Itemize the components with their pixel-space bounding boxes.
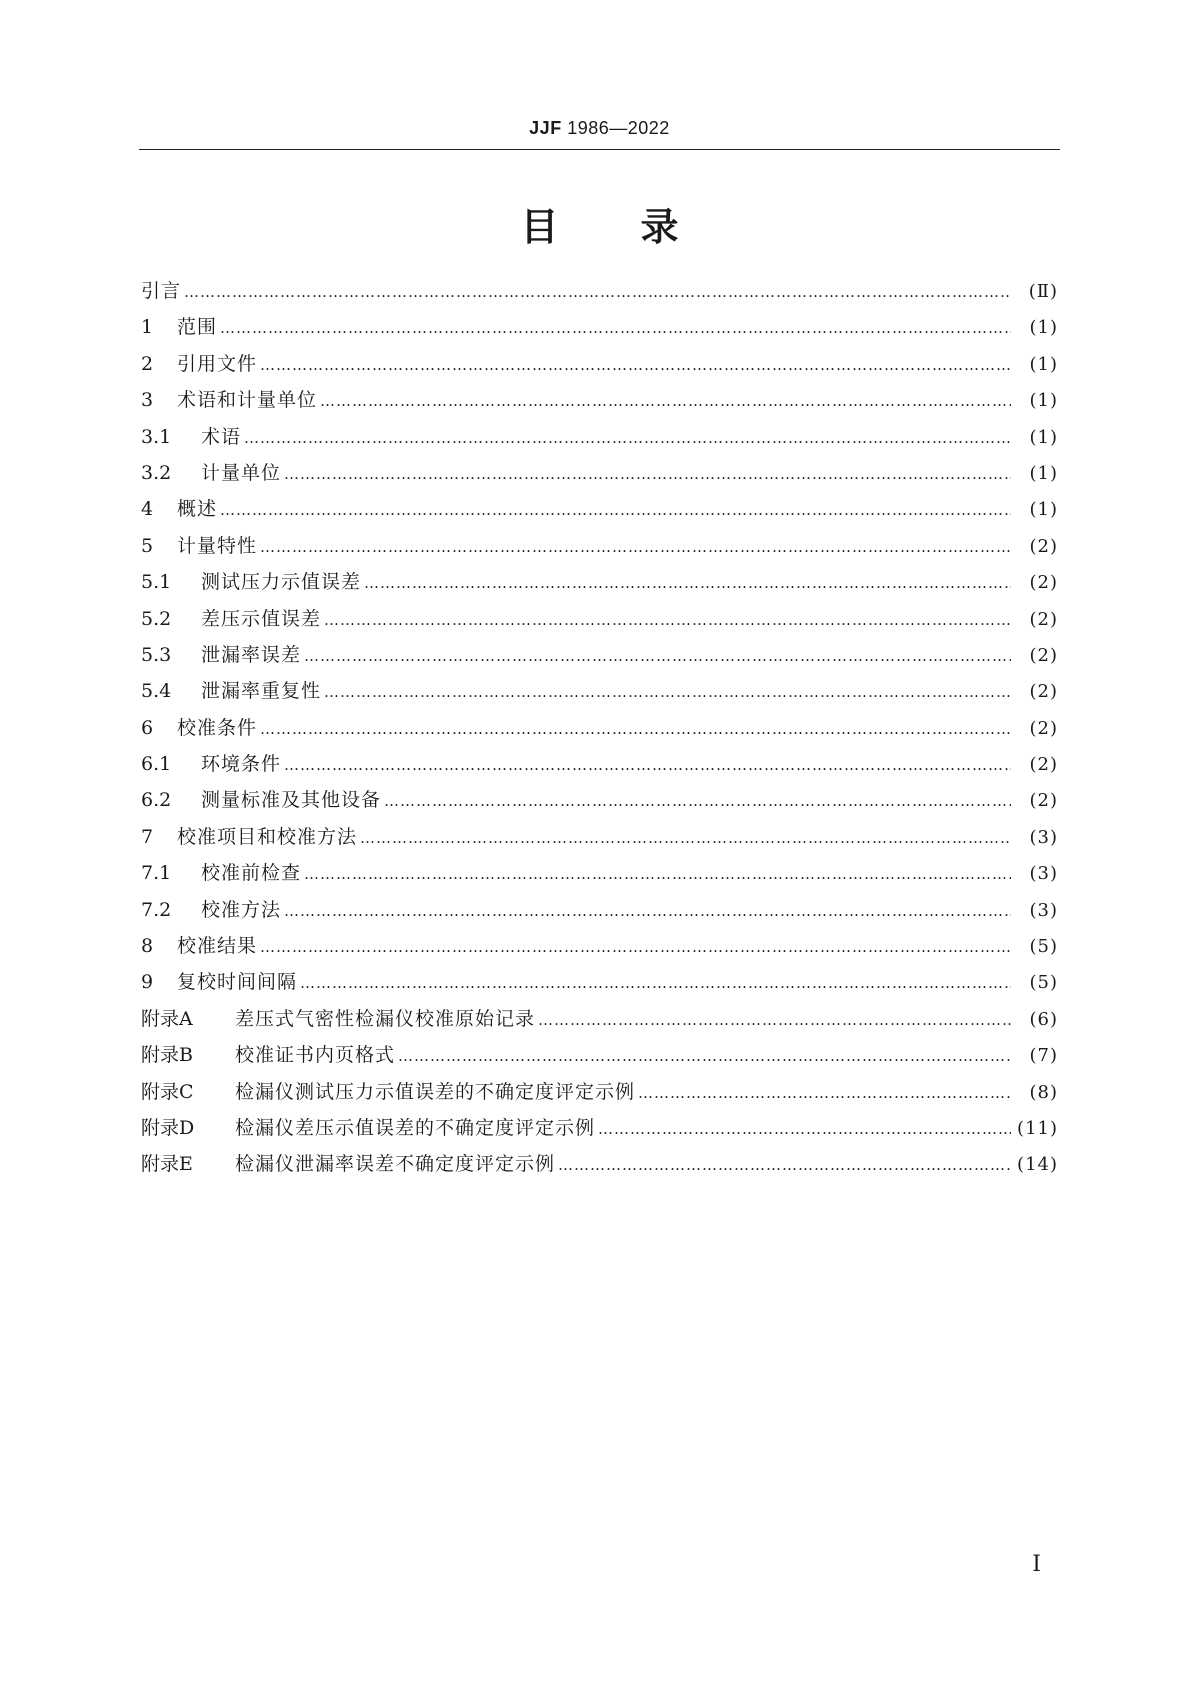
title-char-1: 目: [520, 205, 559, 249]
toc-entry-label: 校准项目和校准方法: [177, 825, 358, 848]
standard-code: JJF: [529, 118, 562, 138]
toc-entry-number: 附录A: [141, 1007, 193, 1030]
toc-leader-dots: [558, 1156, 1011, 1174]
toc-entry-page: (8): [1029, 1081, 1058, 1103]
toc-leader-dots: [398, 1047, 1011, 1065]
toc-leader-dots: [304, 865, 1011, 883]
toc-entry-label: 引言: [141, 280, 182, 302]
toc-leader-dots: [284, 756, 1011, 774]
toc-entry-number: 5.1: [141, 571, 172, 594]
toc-entry-label: 环境条件: [201, 753, 282, 776]
toc-entry-label: 检漏仪测试压力示值误差的不确定度评定示例: [235, 1080, 636, 1103]
toc-entry-page: (2): [1029, 644, 1058, 666]
toc-entry-label: 术语: [201, 425, 242, 448]
toc-entry-number: 附录D: [141, 1116, 195, 1139]
toc-entry-number: 附录E: [141, 1153, 193, 1176]
toc-entry[interactable]: [141, 858, 1058, 894]
toc-entry-number: 6: [141, 716, 154, 739]
toc-entry[interactable]: [141, 494, 1058, 530]
toc-entry[interactable]: [141, 713, 1058, 749]
toc-entry-page: (2): [1029, 717, 1058, 739]
toc-entry-label: 测试压力示值误差: [201, 571, 362, 594]
toc-leader-dots: [324, 683, 1011, 701]
toc-entry[interactable]: [141, 640, 1058, 676]
toc-entry-label: 复校时间间隔: [177, 971, 298, 994]
toc-entry-label: 检漏仪差压示值误差的不确定度评定示例: [235, 1116, 596, 1139]
toc-entry[interactable]: [141, 676, 1058, 712]
toc-entry-page: (7): [1029, 1045, 1058, 1067]
toc-entry-page: (14): [1017, 1154, 1058, 1176]
toc-entry[interactable]: [141, 785, 1058, 821]
toc-entry[interactable]: [141, 1004, 1058, 1040]
toc-entry-page: (3): [1029, 826, 1058, 848]
toc-entry[interactable]: [141, 931, 1058, 967]
toc-entry-number: 3: [141, 389, 154, 412]
toc-entry-page: (5): [1029, 972, 1058, 994]
toc-entry-label: 差压式气密性检漏仪校准原始记录: [235, 1007, 536, 1030]
page-title: [139, 196, 1060, 251]
toc-entry-number: 1: [141, 316, 154, 339]
toc-leader-dots: [320, 392, 1011, 410]
toc-entry-page: (2): [1029, 681, 1058, 703]
toc-entry-label: 概述: [177, 498, 218, 521]
toc-entry-page: (2): [1029, 790, 1058, 812]
toc-leader-dots: [284, 902, 1011, 920]
toc-leader-dots: [638, 1084, 1011, 1102]
toc-entry-label: 引用文件: [177, 352, 258, 375]
toc-entry-page: (6): [1029, 1008, 1058, 1030]
toc-entry[interactable]: [141, 312, 1058, 348]
toc-entry-number: 5.4: [141, 680, 172, 703]
toc-entry[interactable]: [141, 422, 1058, 458]
toc-entry-number: 3.1: [141, 425, 172, 448]
header-rule: [139, 149, 1060, 150]
toc-entry-label: 术语和计量单位: [177, 389, 318, 412]
toc-entry[interactable]: [141, 349, 1058, 385]
toc-leader-dots: [220, 319, 1011, 337]
toc-leader-dots: [260, 538, 1011, 556]
toc-leader-dots: [538, 1011, 1011, 1029]
toc-leader-dots: [284, 465, 1011, 483]
toc-entry-number: 2: [141, 352, 154, 375]
toc-entry-page: (2): [1029, 535, 1058, 557]
toc-leader-dots: [364, 574, 1011, 592]
toc-entry-page: (1): [1029, 462, 1058, 484]
toc-entry-label: 校准证书内页格式: [235, 1044, 396, 1067]
toc-entry[interactable]: [141, 604, 1058, 640]
toc-entry-label: 差压示值误差: [201, 607, 322, 630]
table-of-contents: [141, 276, 1058, 1186]
running-header: [139, 118, 1060, 139]
toc-leader-dots: [598, 1120, 1011, 1138]
toc-entry-label: 校准结果: [177, 935, 258, 958]
toc-entry-label: 计量特性: [177, 534, 258, 557]
toc-entry-number: 6.1: [141, 753, 172, 776]
toc-entry[interactable]: [141, 276, 1058, 312]
toc-entry-page: (2): [1029, 572, 1058, 594]
standard-number: 1986—2022: [567, 118, 670, 138]
toc-leader-dots: [360, 829, 1011, 847]
toc-leader-dots: [384, 792, 1011, 810]
toc-entry-number: 7.2: [141, 898, 172, 921]
toc-entry[interactable]: [141, 1040, 1058, 1076]
toc-entry[interactable]: [141, 567, 1058, 603]
toc-entry-label: 泄漏率误差: [201, 643, 302, 666]
toc-entry[interactable]: [141, 1077, 1058, 1113]
toc-entry-number: 4: [141, 498, 154, 521]
toc-leader-dots: [304, 647, 1011, 665]
toc-leader-dots: [220, 501, 1011, 519]
toc-entry-page: (2): [1029, 754, 1058, 776]
toc-entry-page: (1): [1029, 390, 1058, 412]
toc-leader-dots: [324, 611, 1011, 629]
toc-entry[interactable]: [141, 1149, 1058, 1185]
toc-entry-page: (5): [1029, 936, 1058, 958]
toc-entry-page: (3): [1029, 863, 1058, 885]
toc-entry-number: 8: [141, 935, 154, 958]
toc-entry-number: 附录B: [141, 1044, 193, 1067]
toc-leader-dots: [184, 283, 1011, 301]
toc-entry-page: (2): [1029, 608, 1058, 630]
toc-entry-label: 校准条件: [177, 716, 258, 739]
toc-entry-number: 5.3: [141, 643, 172, 666]
toc-entry[interactable]: [141, 1113, 1058, 1149]
toc-entry-number: 9: [141, 971, 154, 994]
toc-entry-page: (3): [1029, 899, 1058, 921]
toc-entry[interactable]: [141, 458, 1058, 494]
toc-entry-page: (1): [1029, 499, 1058, 521]
toc-entry-number: 附录C: [141, 1080, 194, 1103]
toc-entry-page: (1): [1029, 353, 1058, 375]
toc-entry-label: 计量单位: [201, 461, 282, 484]
toc-entry[interactable]: [141, 822, 1058, 858]
toc-entry[interactable]: [141, 385, 1058, 421]
toc-leader-dots: [260, 720, 1011, 738]
toc-entry-label: 范围: [177, 316, 218, 339]
toc-entry-number: 3.2: [141, 461, 172, 484]
toc-leader-dots: [244, 429, 1011, 447]
toc-entry-label: 泄漏率重复性: [201, 680, 322, 703]
title-char-2: 录: [640, 205, 679, 249]
toc-entry-label: 测量标准及其他设备: [201, 789, 382, 812]
toc-leader-dots: [260, 938, 1011, 956]
page-number: I: [1032, 1552, 1041, 1577]
toc-entry-label: 校准方法: [201, 898, 282, 921]
toc-entry-page: (1): [1029, 317, 1058, 339]
toc-entry-label: 校准前检查: [201, 862, 302, 885]
toc-entry-page: (11): [1017, 1117, 1058, 1139]
toc-entry-page: (Ⅱ): [1028, 281, 1058, 302]
toc-entry[interactable]: [141, 749, 1058, 785]
toc-entry[interactable]: [141, 531, 1058, 567]
toc-entry[interactable]: [141, 895, 1058, 931]
toc-entry-number: 5: [141, 534, 154, 557]
toc-entry[interactable]: [141, 967, 1058, 1003]
toc-entry-number: 7: [141, 825, 154, 848]
toc-leader-dots: [260, 356, 1011, 374]
toc-leader-dots: [300, 974, 1011, 992]
toc-entry-label: 检漏仪泄漏率误差不确定度评定示例: [235, 1153, 556, 1176]
toc-entry-number: 5.2: [141, 607, 172, 630]
toc-entry-number: 7.1: [141, 862, 172, 885]
toc-entry-page: (1): [1029, 426, 1058, 448]
toc-entry-number: 6.2: [141, 789, 172, 812]
